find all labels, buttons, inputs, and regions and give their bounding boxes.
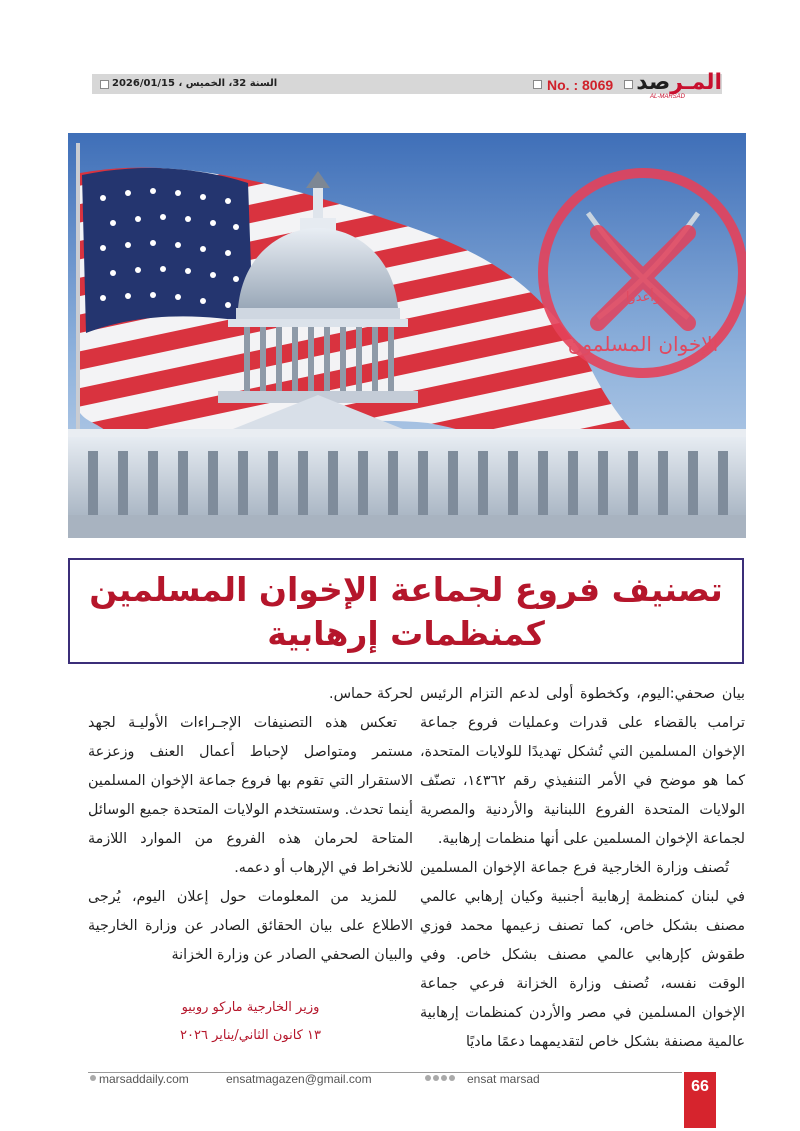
header-bullet-icon — [100, 80, 109, 89]
signature — [88, 994, 413, 1050]
header-bullet-icon — [624, 80, 633, 89]
svg-text:الإخوان المسلمون: الإخوان المسلمون — [567, 332, 719, 356]
paragraph: تعكس هذه التصنيفات الإجـراءات الأوليـة لجهد مستمر ومتواصل لإحباط أعمال العنف وزعزعة الاستقرار التي تقوم بها فروع جماعة الإخوان المسلمين أينما تحدث. وستستخدم الولايات المتحدة جميع الوسائل المتاحة لحرمان هذه الفروع من الموارد اللازمة للانخراط في الإرهاب أو دعمه. — [88, 715, 413, 876]
signature-name: وزير الخارجية ماركو روبيو — [181, 1000, 320, 1015]
paragraph: تُصنف وزارة الخارجية فرع جماعة الإخوان المسلمين في لبنان كمنظمة إرهابية أجنبية وكيان إرهابي عالمي مصنف بشكل خاص، كما تصنف زعيمها محمد فوزي طقوش كإرهابي عالمي مصنف بشكل خاص. وفي الوقت نفسه، تُصنف وزارة الخزانة فرعي جماعة الإخوان المسلمين في مصر والأردن كمنظمات إرهابية عالمية مصنفة بشكل خاص لتقديمهما دعمًا ماديًا — [420, 860, 745, 1050]
page-number: 66 — [691, 1078, 709, 1095]
footer-email[interactable]: ensatmagazen@gmail.com — [226, 1072, 372, 1086]
article-column-left — [88, 680, 413, 1050]
instagram-icon[interactable] — [441, 1075, 447, 1081]
article-title-line2: كمنظمات إرهابية — [267, 614, 545, 653]
svg-text:وأعدوا: وأعدوا — [625, 290, 661, 305]
footer-social: ensat marsad — [467, 1072, 540, 1086]
twitter-icon[interactable] — [433, 1075, 439, 1081]
issue-number: No. : 8069 — [547, 77, 614, 93]
paragraph: للمزيد من المعلومات حول إعلان اليوم، يُرجى الاطلاع على بيان الحقائق الصادر عن وزارة الخارجية والبيان الصحفي الصادر عن وزارة الخزانة — [88, 889, 413, 963]
youtube-icon[interactable] — [449, 1075, 455, 1081]
header-date: السنة 32، الخميس ، 2026/01/15 — [112, 78, 278, 89]
facebook-icon[interactable] — [425, 1075, 431, 1081]
article-column-right — [420, 680, 745, 1057]
page-number-badge — [684, 1072, 716, 1128]
header-bullet-icon — [533, 80, 542, 89]
globe-icon — [90, 1075, 96, 1081]
signature-date: ١٣ كانون الثاني/يناير ٢٠٢٦ — [180, 1028, 321, 1043]
paragraph: لحركة حماس. — [329, 686, 413, 702]
hero-image — [68, 133, 746, 538]
footer-website[interactable]: marsaddaily.com — [99, 1072, 189, 1086]
article-title-box — [68, 558, 744, 664]
publication-logo: المـرصد AL-MARSAD — [636, 70, 722, 100]
paragraph: بيان صحفي:اليوم، وكخطوة أولى لدعم التزام الرئيس ترامب بالقضاء على قدرات وعمليات فروع جماعة الإخوان المسلمين التي تُشكل تهديدًا للولايات المتحدة، كما هو موضح في الأمر التنفيذي رقم ١٤٣٦٢، تصنّف الولايات المتحدة الفروع اللبنانية والأردنية والمصرية لجماعة الإخوان المسلمين على أنها منظمات إرهابية. — [420, 686, 746, 847]
article-title-line1: تصنيف فروع لجماعة الإخوان المسلمين — [89, 570, 723, 609]
